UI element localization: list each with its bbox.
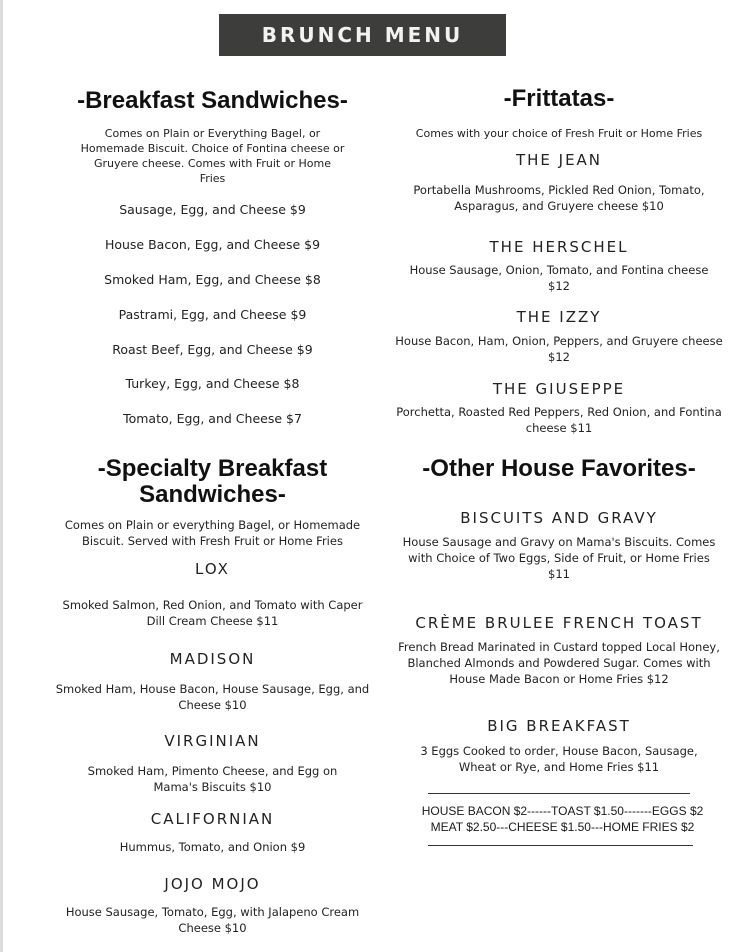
- divider-top: [428, 793, 690, 794]
- item-name-jojo-mojo: JOJO MOJO: [164, 875, 261, 893]
- item-desc-californian: Hummus, Tomato, and Onion $9: [119, 840, 306, 854]
- menu-item: Tomato, Egg, and Cheese $7: [123, 411, 302, 426]
- specialty-heading-line2: Sandwiches-: [139, 481, 286, 508]
- item-desc-the-herschel: House Sausage, Onion, Tomato, and Fontina cheese $12: [409, 263, 709, 293]
- item-name-the-giuseppe: THE GIUSEPPE: [492, 380, 626, 398]
- addons-line1: HOUSE BACON $2------TOAST $1.50-------EGGS $2: [421, 804, 704, 818]
- item-name-the-jean: THE JEAN: [515, 151, 603, 169]
- menu-title-banner: [219, 14, 506, 56]
- menu-item: Smoked Ham, Egg, and Cheese $8: [104, 272, 321, 287]
- item-name-lox: LOX: [195, 560, 230, 578]
- item-desc-the-jean: Portabella Mushrooms, Pickled Red Onion, Tomato, Asparagus, and Gruyere cheese $10: [413, 183, 705, 213]
- item-desc-the-giuseppe: Porchetta, Roasted Red Peppers, Red Onion, and Fontina cheese $11: [396, 405, 722, 435]
- menu-item: Roast Beef, Egg, and Cheese $9: [112, 342, 313, 357]
- item-name-creme-brulee-french-toast: CRÈME BRULEE FRENCH TOAST: [415, 614, 703, 632]
- menu-item: Turkey, Egg, and Cheese $8: [125, 376, 300, 391]
- breakfast-sandwiches-heading: -Breakfast Sandwiches-: [77, 87, 348, 114]
- frittatas-heading: -Frittatas-: [503, 85, 615, 112]
- item-name-big-breakfast: BIG BREAKFAST: [487, 717, 631, 735]
- specialty-note: Comes on Plain or everything Bagel, or Homemade Biscuit. Served with Fresh Fruit or Home Fries: [64, 518, 361, 548]
- item-name-the-izzy: THE IZZY: [516, 308, 602, 326]
- menu-item: Sausage, Egg, and Cheese $9: [119, 202, 306, 217]
- divider-bottom: [428, 845, 693, 846]
- item-desc-virginian: Smoked Ham, Pimento Cheese, and Egg on Mama's Biscuits $10: [87, 764, 338, 794]
- item-name-the-herschel: THE HERSCHEL: [489, 238, 629, 256]
- breakfast-sandwiches-note: Comes on Plain or Everything Bagel, or Homemade Biscuit. Choice of Fontina cheese or Gruyere cheese. Comes with Fruit or Home Fries: [80, 127, 345, 185]
- item-desc-the-izzy: House Bacon, Ham, Onion, Peppers, and Gruyere cheese $12: [395, 334, 723, 364]
- page-edge: [0, 0, 3, 952]
- addons-line2: MEAT $2.50---CHEESE $1.50---HOME FRIES $2: [430, 820, 695, 834]
- specialty-heading-line1: -Specialty Breakfast: [97, 455, 328, 482]
- item-desc-biscuits-and-gravy: House Sausage and Gravy on Mama's Biscuits. Comes with Choice of Two Eggs, Side of Fruit, or Home Fries $11: [402, 535, 716, 581]
- item-name-madison: MADISON: [169, 650, 256, 668]
- menu-title: BRUNCH MENU: [261, 23, 464, 47]
- frittatas-note: Comes with your choice of Fresh Fruit or Home Fries: [415, 127, 703, 140]
- item-name-californian: CALIFORNIAN: [150, 810, 275, 828]
- menu-item: House Bacon, Egg, and Cheese $9: [104, 237, 321, 252]
- menu-item: Pastrami, Egg, and Cheese $9: [118, 307, 307, 322]
- item-desc-jojo-mojo: House Sausage, Tomato, Egg, with Jalapeno Cream Cheese $10: [65, 905, 360, 935]
- item-desc-big-breakfast: 3 Eggs Cooked to order, House Bacon, Sausage, Wheat or Rye, and Home Fries $11: [420, 744, 698, 774]
- item-desc-lox: Smoked Salmon, Red Onion, and Tomato with Caper Dill Cream Cheese $11: [62, 598, 363, 628]
- item-desc-creme-brulee-french-toast: French Bread Marinated in Custard topped Local Honey, Blanched Almonds and Powdered Sugar. Comes with House Made Bacon or Home Fries $12: [398, 640, 720, 686]
- item-name-biscuits-and-gravy: BISCUITS AND GRAVY: [460, 509, 658, 527]
- item-desc-madison: Smoked Ham, House Bacon, House Sausage, Egg, and Cheese $10: [55, 682, 370, 712]
- favorites-heading: -Other House Favorites-: [422, 455, 696, 482]
- item-name-virginian: VIRGINIAN: [164, 732, 261, 750]
